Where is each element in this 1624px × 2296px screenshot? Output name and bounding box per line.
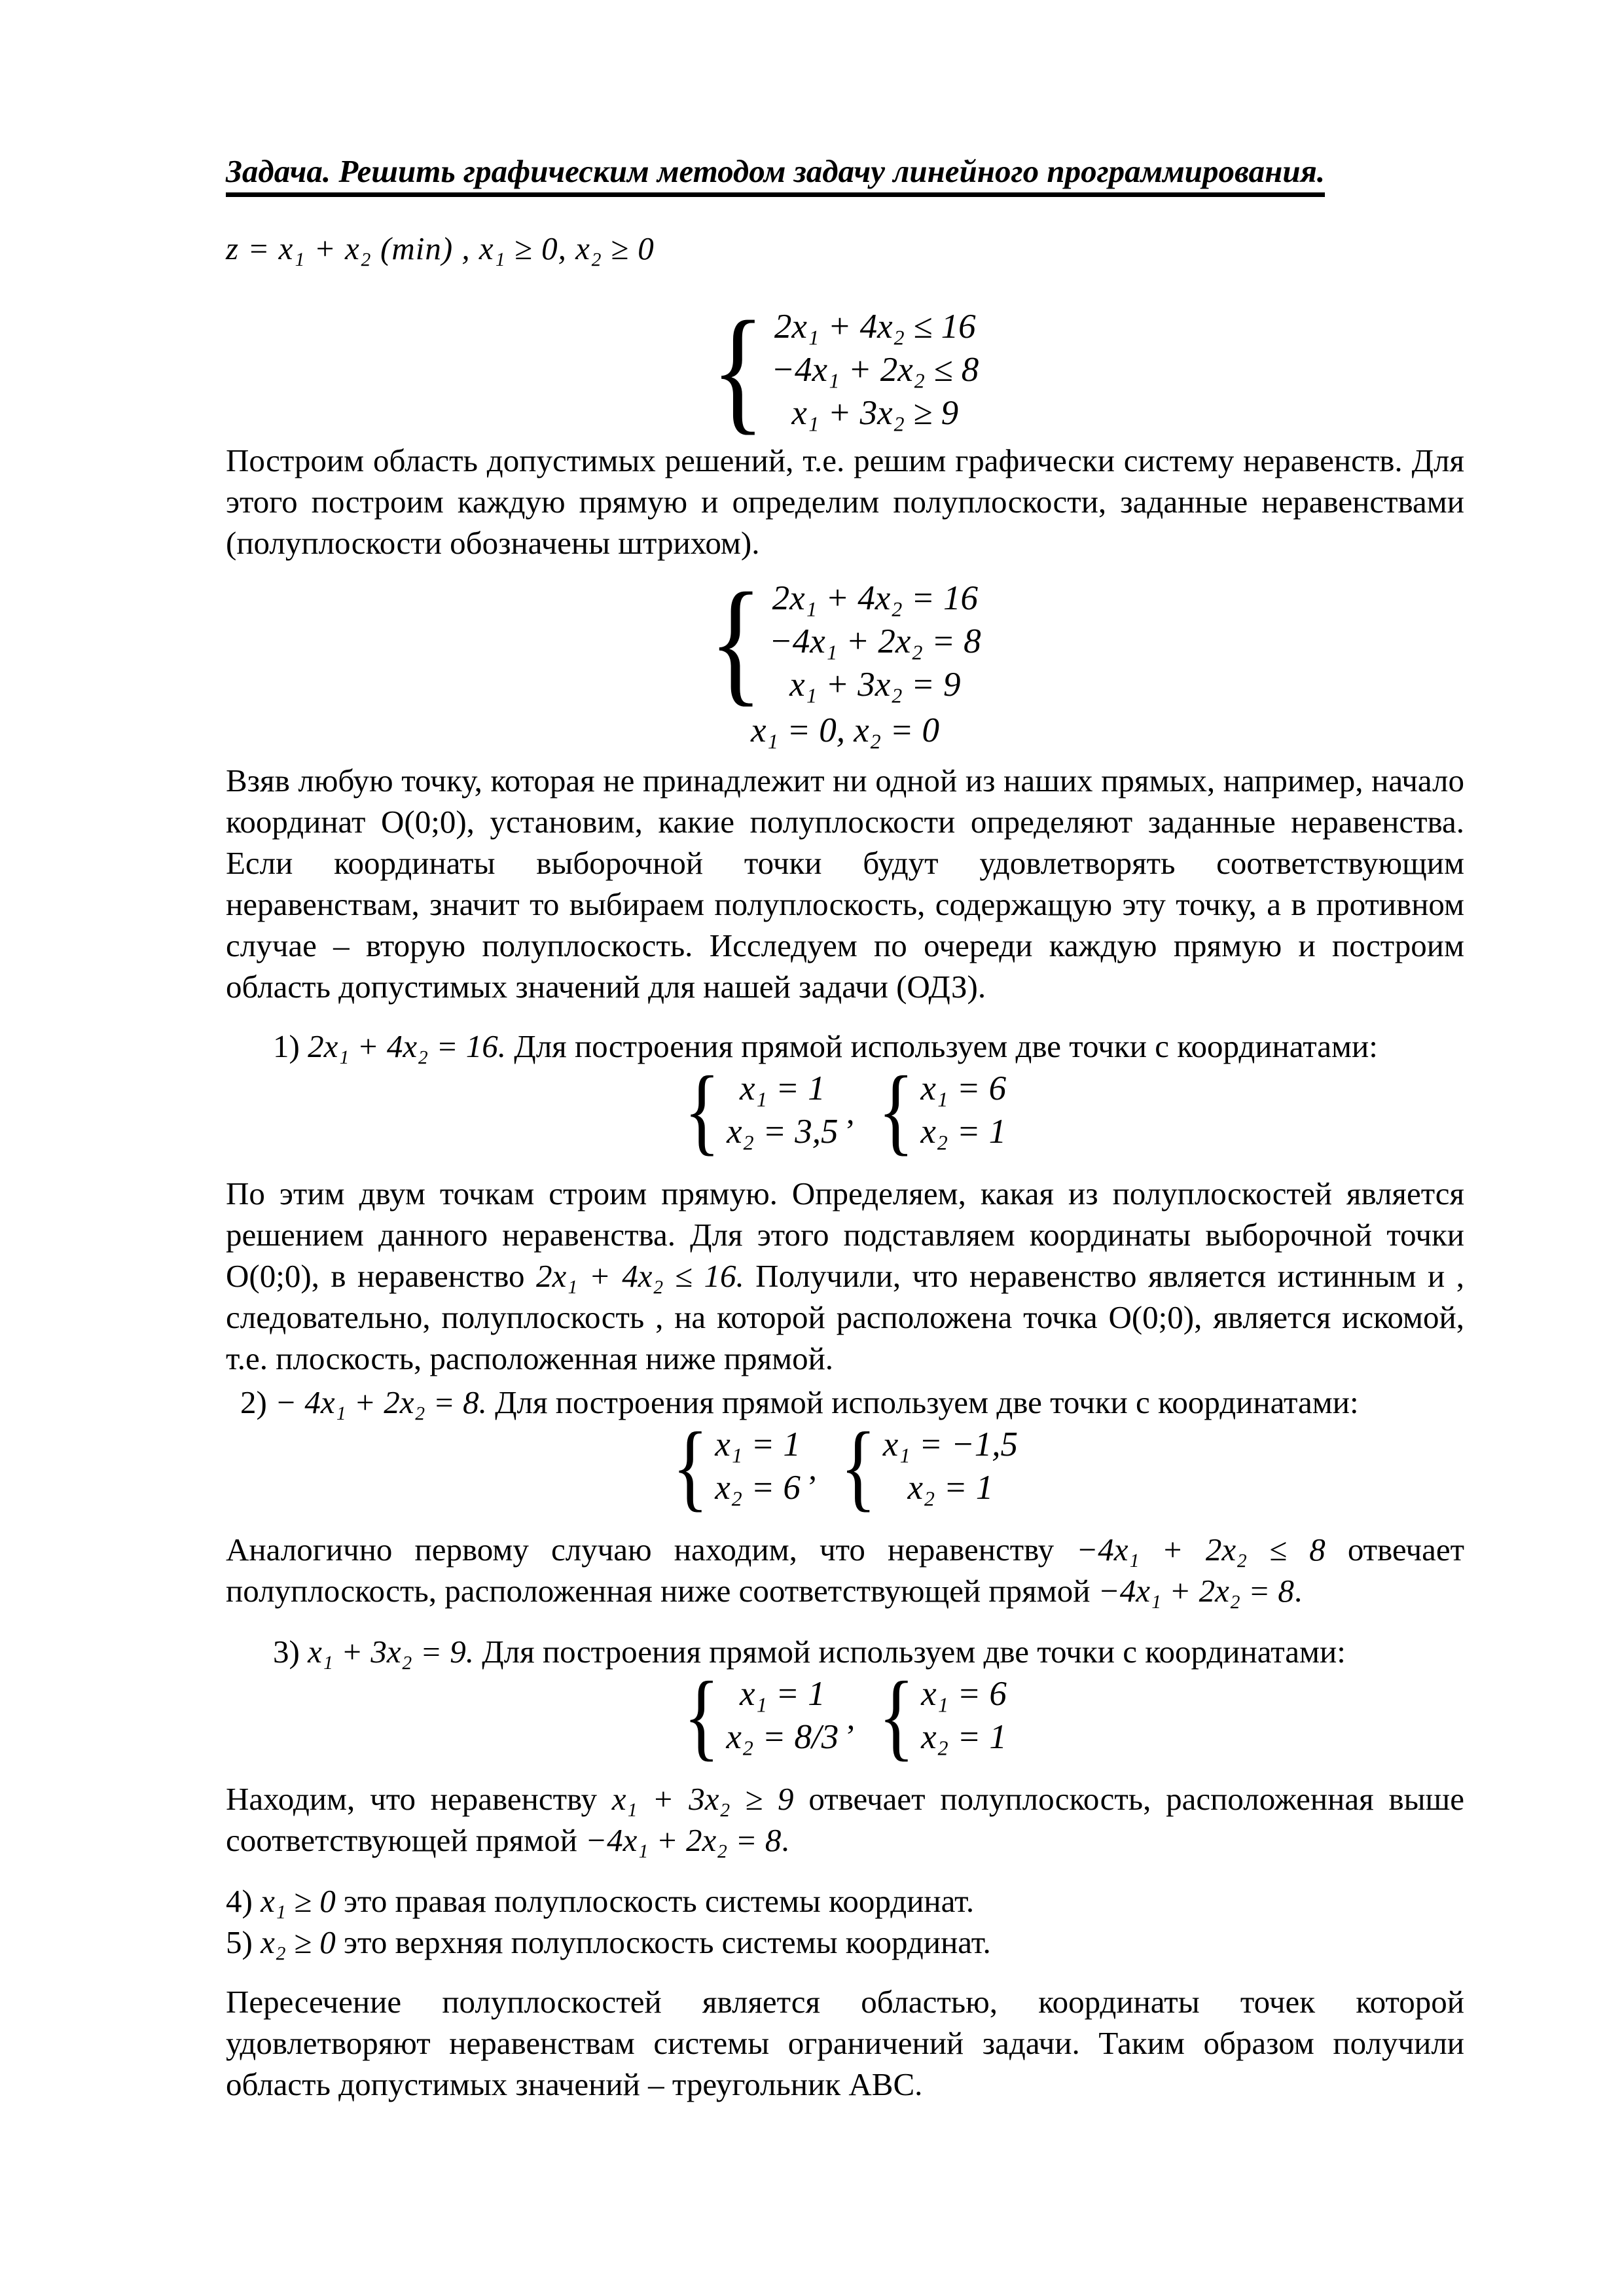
coordinate-row: x₁ = 6 <box>921 1675 1007 1713</box>
paragraph-conclusion: Пересечение полуплоскостей является областью, координаты точек которой удовлетворяют неравенствам системы ограничений задачи. Таким образом получили область допустимых значений – треугольник АВС. <box>226 1984 1464 2102</box>
equation-row: 2x₁ + 4x₂ = 16 <box>772 579 979 617</box>
equation-row: −4x₁ + 2x₂ = 8 <box>768 622 981 660</box>
item-number: 1) <box>273 1028 300 1064</box>
point-coordinates <box>715 1423 801 1509</box>
item-number: 2) <box>240 1384 267 1420</box>
item-text: Для построения прямой используем две точки с координатами: <box>506 1028 1378 1064</box>
paragraph-line-1-analysis <box>226 1173 1464 1379</box>
item-text: Для построения прямой используем две точки с координатами: <box>486 1384 1359 1420</box>
curly-brace-icon: { <box>711 292 765 446</box>
equation-row: x₁ + 3x₂ = 9 <box>789 666 961 704</box>
system-equations-column <box>771 305 979 435</box>
points-pair-2 <box>226 1412 1464 1520</box>
page-title <box>226 151 1464 192</box>
system-equalities <box>226 564 1464 718</box>
item-text: это правая полуплоскость системы координат. <box>335 1883 975 1919</box>
curly-brace-icon: { <box>878 1056 914 1164</box>
coordinate-row: x₂ = 1 <box>907 1469 994 1507</box>
curly-brace-icon: { <box>672 1412 709 1520</box>
curly-brace-icon: { <box>709 564 763 718</box>
inline-equation: x₂ ≥ 0 <box>252 1924 336 1960</box>
text-part: отвечает полуплоскость, расположенная выше соответствующей прямой <box>226 1781 1465 1858</box>
items-4-5-block <box>226 1880 1464 1963</box>
item-4-line <box>226 1880 1464 1922</box>
point-coordinates <box>920 1067 1006 1153</box>
coordinate-row: x₁ = 1 <box>739 1675 825 1713</box>
equation-row: x₁ + 3x₂ ≥ 9 <box>791 394 959 432</box>
coordinate-row: x₂ = 3,5 <box>727 1113 839 1151</box>
item-equation: 2x₁ + 4x₂ = 16. <box>299 1028 507 1064</box>
coordinate-row: x₁ = 1 <box>739 1069 825 1107</box>
curly-brace-icon: { <box>683 1056 721 1164</box>
coordinate-row: x₁ = 6 <box>920 1069 1007 1107</box>
item-text: Для построения прямой используем две точки с координатами: <box>474 1634 1346 1670</box>
coordinate-row: x₂ = 1 <box>921 1718 1007 1756</box>
text-part: . <box>1293 1573 1303 1609</box>
objective-function-line: z = x₁ + x₂ (min) , x₁ ≥ 0, x₂ ≥ 0 <box>226 230 655 266</box>
point-system-right <box>878 1661 1007 1770</box>
item-equation: − 4x₁ + 2x₂ = 8. <box>266 1384 487 1420</box>
text-part: . <box>781 1822 789 1858</box>
inline-equation: −4x₁ + 2x₂ ≤ 8 <box>1076 1532 1326 1568</box>
system-equations-column <box>769 577 981 706</box>
text-part: По этим двум точкам строим прямую. Определяем, какая из полуплоскостей является решением данного неравенства. Для этого подставляем координаты выборочной точки О(0;0), в неравенство <box>226 1175 1464 1294</box>
system-inequalities <box>226 292 1464 446</box>
item-equation: x₁ + 3x₂ = 9. <box>299 1634 475 1670</box>
item-text: это верхняя полуплоскость системы координат. <box>335 1924 991 1960</box>
item-1-heading <box>226 1026 1464 1067</box>
inline-equation: x₁ + 3x₂ ≥ 9 <box>611 1781 794 1817</box>
inline-equation: x₁ ≥ 0 <box>252 1883 336 1919</box>
text-part: Находим, что неравенству <box>226 1781 612 1817</box>
text-part: Аналогично первому случаю находим, что неравенству <box>226 1532 1077 1568</box>
equation-row: −4x₁ + 2x₂ ≤ 8 <box>771 351 979 389</box>
curly-brace-icon: { <box>683 1661 720 1770</box>
inline-equation: −4x₁ + 2x₂ = 8 <box>585 1822 782 1858</box>
curly-brace-icon: { <box>878 1661 915 1770</box>
equation-row: 2x₁ + 4x₂ ≤ 16 <box>774 308 976 346</box>
point-system-right <box>878 1056 1007 1164</box>
paragraph-line-3-analysis <box>226 1778 1464 1861</box>
paragraph-build-region: Построим область допустимых решений, т.е. решим графически систему неравенств. Для этого построим каждую прямую и определим полуплоскости, заданные неравенствами (полуплоскости обозначены штрихом). <box>226 442 1464 561</box>
title-text: Задача. Решить графическим методом задачу линейного программирования. <box>226 153 1325 197</box>
paragraph-line-2-analysis <box>226 1529 1464 1611</box>
coordinate-row: x₁ = 1 <box>715 1426 801 1463</box>
pair-separator: ’ <box>806 1468 818 1505</box>
pair-separator: ’ <box>845 1717 856 1754</box>
point-coordinates <box>921 1672 1007 1759</box>
coordinate-row: x₂ = 6 <box>715 1469 801 1507</box>
item-number: 4) <box>226 1883 253 1919</box>
item-number: 5) <box>226 1924 253 1960</box>
text-part: отвечает полуплоскость, расположенная ниже соответствующей прямой <box>226 1532 1465 1609</box>
points-pair-3 <box>226 1661 1464 1770</box>
point-system-right <box>840 1412 1018 1520</box>
point-coordinates <box>727 1067 838 1153</box>
coordinate-row: x₂ = 1 <box>920 1113 1007 1151</box>
item-number: 3) <box>273 1634 300 1670</box>
text-part: Получили, что неравенство является истинным и , следовательно, полуплоскость , на которой расположена точка О(0;0), является искомой, т.е. плоскость, расположенная ниже прямой. <box>226 1258 1465 1376</box>
point-system-left <box>683 1056 839 1164</box>
point-coordinates <box>726 1672 839 1759</box>
points-pair-1 <box>226 1056 1464 1164</box>
curly-brace-icon: { <box>840 1412 876 1520</box>
item-3-heading <box>226 1631 1464 1672</box>
item-5-line <box>226 1922 1464 1963</box>
point-system-left <box>672 1412 801 1520</box>
coordinate-row: x₁ = −1,5 <box>882 1426 1018 1463</box>
coordinate-row: x₂ = 8/3 <box>726 1718 839 1756</box>
point-coordinates <box>883 1423 1018 1509</box>
pair-separator: ’ <box>844 1112 856 1149</box>
axes-equations-row: x₁ = 0, x₂ = 0 <box>751 711 939 749</box>
inline-equation: −4x₁ + 2x₂ = 8 <box>1098 1573 1294 1609</box>
paragraph-sample-point: Взяв любую точку, которая не принадлежит ни одной из наших прямых, например, начало координат О(0;0), установим, какие полуплоскости определяют заданные неравенства. Если координаты выборочной точки будут удовлетворять соответствующим неравенствам, значит то выбираем полуплоскость, содержащую эту точку, а в противном случае – вторую полуплоскость. Исследуем по очереди каждую прямую и построим область допустимых значений для нашей задачи (ОДЗ). <box>226 762 1464 1005</box>
point-system-left <box>683 1661 839 1770</box>
system-equalities-block <box>226 564 1464 752</box>
inline-equation: 2x₁ + 4x₂ ≤ 16. <box>535 1258 744 1294</box>
